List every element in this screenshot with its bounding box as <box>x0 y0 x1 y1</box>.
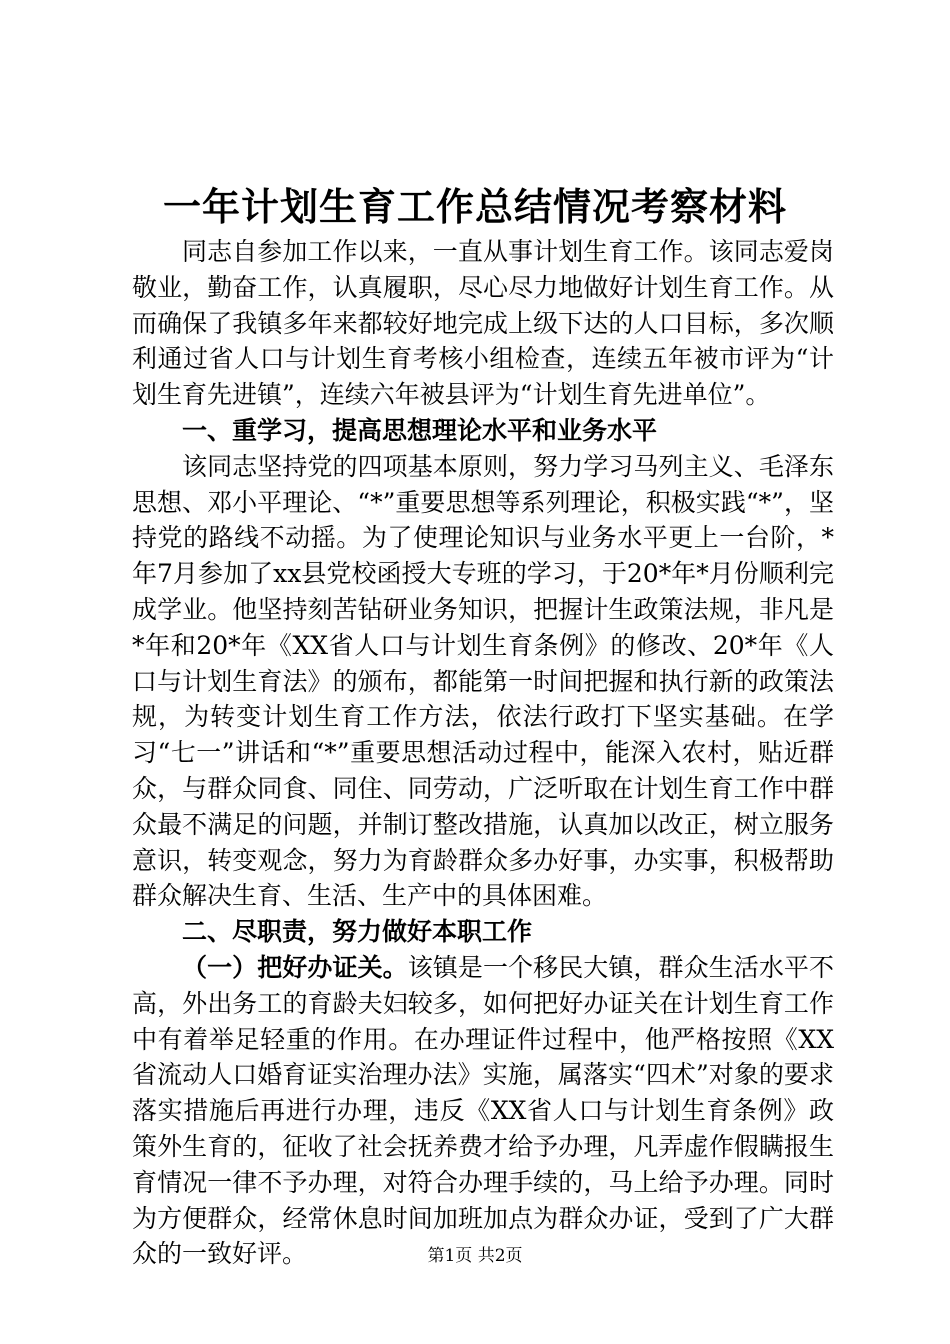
section-heading-1: 一、重学习，提高思想理论水平和业务水平 <box>182 415 658 445</box>
subsection-1-paragraph <box>132 950 834 1272</box>
section-1-paragraph: 该同志坚持党的四项基本原则，努力学习马列主义、毛泽东思想、邓小平理论、“*”重要思想等系列理论，积极实践“*”，坚持党的路线不动摇。为了使理论知识与业务水平更上一台阶，*年7月参加了xx县党校函授大专班的学习，于20*年*月份顺利完成学业。他坚持刻苦钻研业务知识，把握计生政策法规，非凡是*年和20*年《XX省人口与计划生育条例》的修改、20*年《人口与计划生育法》的颁布，都能第一时间把握和执行新的政策法规，为转变计划生育工作方法，依法行政打下坚实基础。在学习“七一”讲话和“*”重要思想活动过程中，能深入农村，贴近群众，与群众同食、同住、同劳动，广泛听取在计划生育工作中群众最不满足的问题，并制订整改措施，认真加以改正，树立服务意识，转变观念，努力为育龄群众多办好事，办实事，积极帮助群众解决生育、生活、生产中的具体困难。 <box>132 451 834 911</box>
page-footer: 第1页 共2页 <box>427 1246 523 1266</box>
document-body <box>132 234 834 1272</box>
subsection-1-text: 该镇是一个移民大镇，群众生活水平不高，外出务工的育龄夫妇较多，如何把好办证关在计划生育工作中有着举足轻重的作用。在办理证件过程中，他严格按照《XX省流动人口婚育证实治理办法》实施，属落实“四术”对象的要求落实措施后再进行办理，违反《XX省人口与计划生育条例》政策外生育的，征收了社会抚养费才给予办理，凡弄虚作假瞒报生育情况一律不予办理，对符合办理手续的，马上给予办理。同时为方便群众，经常休息时间加班加点为群众办证，受到了广大群众的一致好评。 <box>132 952 834 1269</box>
subsection-1-lead: （一）把好办证关。 <box>182 952 408 982</box>
intro-paragraph: 同志自参加工作以来，一直从事计划生育工作。该同志爱岗敬业，勤奋工作，认真履职，尽心尽力地做好计划生育工作。从而确保了我镇多年来都较好地完成上级下达的人口目标，多次顺利通过省人口与计划生育考核小组检查，连续五年被市评为“计划生育先进镇”，连续六年被县评为“计划生育先进单位”。 <box>132 237 834 410</box>
section-heading-2: 二、尽职责，努力做好本职工作 <box>182 917 533 947</box>
document-title: 一年计划生育工作总结情况考察材料 <box>162 184 787 229</box>
